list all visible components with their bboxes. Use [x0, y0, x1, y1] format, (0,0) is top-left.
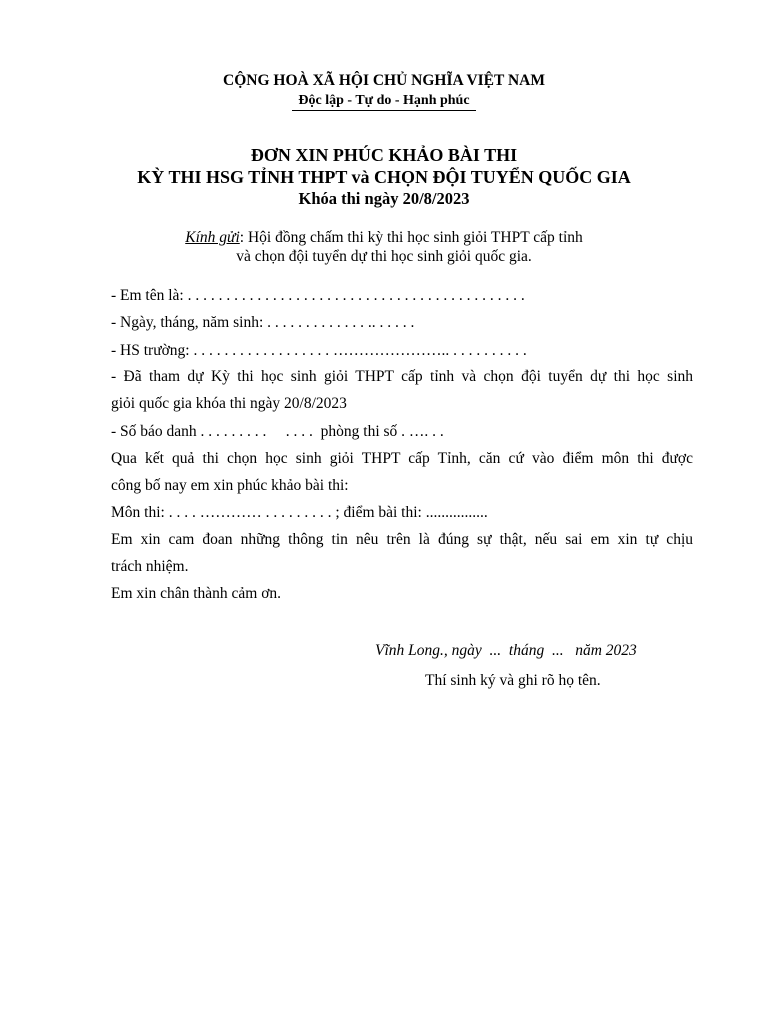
recipient-name: : Hội đồng chấm thi kỳ thi học sinh giỏi THPT cấp tỉnh	[239, 229, 583, 246]
thanks-line: Em xin chân thành cảm ơn.	[111, 585, 282, 602]
result-line-1: Qua kết quả thi chọn học sinh giỏi THPT cấp Tỉnh, căn cứ vào điểm môn thi được	[111, 450, 693, 467]
commitment-line-2: trách nhiệm.	[111, 558, 189, 575]
exam-date: Khóa thi ngày 20/8/2023	[298, 189, 470, 208]
motto-container	[0, 93, 768, 111]
recipient-label: Kính gửi	[185, 229, 240, 246]
name-field: - Em tên là: . . . . . . . . . . . . . . . . . . . . . . . . . . . . . . . . . . . . . . . . . . . .	[111, 287, 525, 304]
signature-place-date: Vĩnh Long., ngày ... tháng ... năm 2023	[375, 642, 637, 659]
commitment-line-1: Em xin cam đoan những thông tin nêu trên là đúng sự thật, nếu sai em xin tự chịu	[111, 531, 693, 548]
participation-line-2: giỏi quốc gia khóa thi ngày 20/8/2023	[111, 395, 347, 412]
recipient-line-1	[0, 229, 768, 247]
participation-line-1: - Đã tham dự Kỳ thi học sinh giỏi THPT cấp tỉnh và chọn đội tuyển dự thi học sinh	[111, 368, 693, 385]
national-motto: Độc lập - Tự do - Hạnh phúc	[292, 93, 475, 111]
school-field: - HS trường: . . . . . . . . . . . . . . . . . . ………………….. . . . . . . . . . .	[111, 342, 527, 359]
document-title: ĐƠN XIN PHÚC KHẢO BÀI THI	[250, 145, 518, 165]
candidate-number-field: - Số báo danh . . . . . . . . . . . . . phòng thi số . …. . .	[111, 423, 444, 440]
signature-note: Thí sinh ký và ghi rõ họ tên.	[425, 672, 601, 689]
exam-name: KỲ THI HSG TỈNH THPT và CHỌN ĐỘI TUYỂN QUỐC GIA	[137, 167, 631, 187]
national-header: CỘNG HOÀ XÃ HỘI CHỦ NGHĨA VIỆT NAM	[223, 72, 545, 89]
result-line-2: công bố nay em xin phúc khảo bài thi:	[111, 477, 349, 494]
subject-score-field: Môn thi: . . . . ………… . . . . . . . . . ; điểm bài thi: ................	[111, 504, 488, 521]
recipient-line-2: và chọn đội tuyển dự thi học sinh giỏi quốc gia.	[236, 248, 532, 265]
dob-field: - Ngày, tháng, năm sinh: . . . . . . . . . . . . . .. . . . . .	[111, 314, 415, 331]
